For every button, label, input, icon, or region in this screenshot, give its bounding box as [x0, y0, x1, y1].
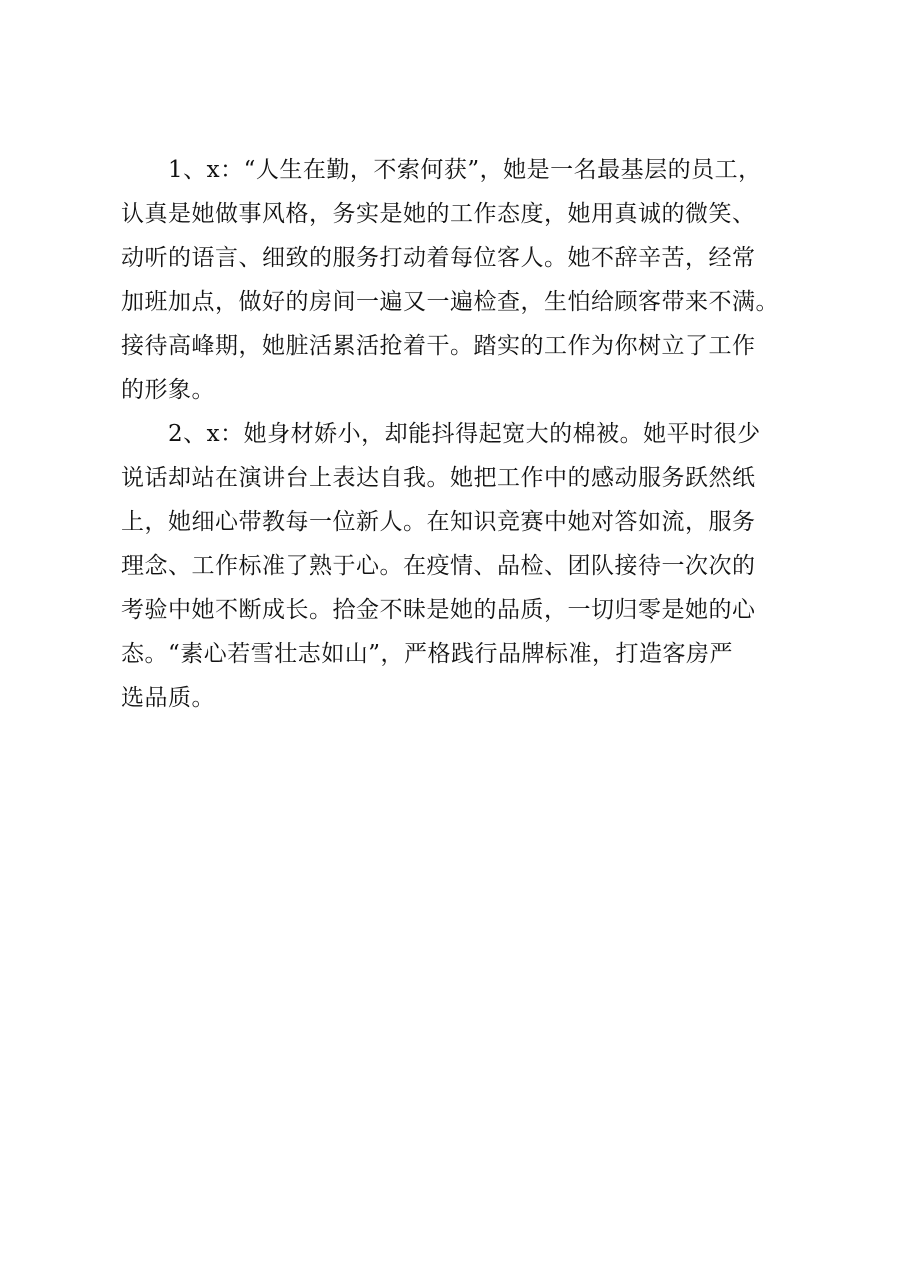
paragraph-1-line-1: 1、x：“人生在勤，不索何获”，她是一名最基层的员工， [168, 157, 762, 183]
paragraph-2-line-3: 上，她细心带教每一位新人。在知识竞赛中她对答如流，服务 [121, 509, 756, 535]
paragraph-1-line-4: 加班加点，做好的房间一遍又一遍检查，生怕给顾客带来不满。 [121, 289, 779, 315]
paragraph-2-line-4: 理念、工作标准了熟于心。在疫情、品检、团队接待一次次的 [121, 553, 756, 579]
paragraph-2-line-1: 2、x：她身材娇小，却能抖得起宽大的棉被。她平时很少 [168, 421, 761, 447]
paragraph-1-line-3: 动听的语言、细致的服务打动着每位客人。她不辞辛苦，经常 [121, 245, 756, 271]
paragraph-2-line-6: 态。“素心若雪壮志如山”，严格践行品牌标准，打造客房严 [121, 641, 734, 667]
paragraph-1-line-5: 接待高峰期，她脏活累活抢着干。踏实的工作为你树立了工作 [121, 333, 756, 359]
paragraph-2-line-7: 选品质。 [121, 685, 215, 711]
paragraph-2-line-2: 说话却站在演讲台上表达自我。她把工作中的感动服务跃然纸 [121, 465, 756, 491]
paragraph-1-line-6: 的形象。 [121, 377, 215, 403]
document-body [121, 152, 821, 724]
paragraph-1-line-2: 认真是她做事风格，务实是她的工作态度，她用真诚的微笑、 [121, 201, 756, 227]
paragraph-1 [121, 152, 821, 409]
paragraph-2 [121, 416, 821, 717]
paragraph-2-line-5: 考验中她不断成长。拾金不昧是她的品质，一切归零是她的心 [121, 597, 756, 623]
